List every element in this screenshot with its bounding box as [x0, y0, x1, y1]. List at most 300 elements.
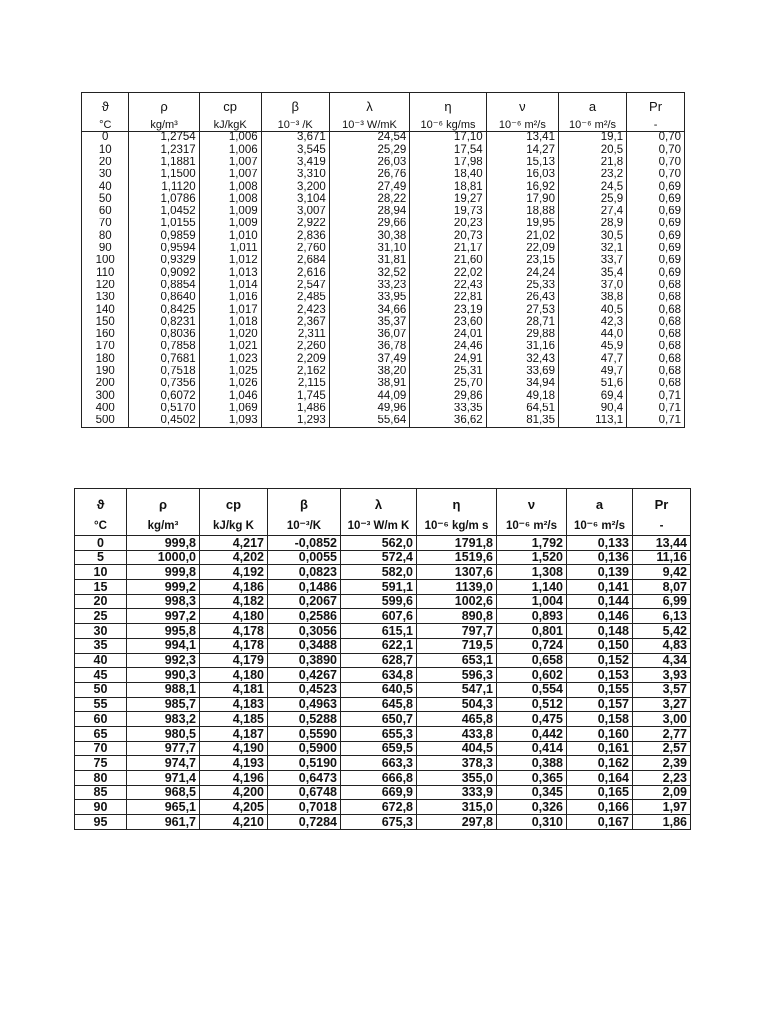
table-cell: 2,115 [261, 378, 329, 390]
table-cell: 113,1 [558, 415, 626, 428]
table-cell: 504,3 [417, 697, 497, 712]
table-cell: 995,8 [127, 624, 200, 639]
table-cell: 797,7 [417, 624, 497, 639]
table-cell: 37,0 [558, 280, 626, 292]
table-cell: 0,68 [627, 292, 685, 304]
table-cell: 0,3488 [268, 638, 341, 653]
table-cell: 628,7 [341, 653, 417, 668]
table-cell: 16,03 [486, 169, 558, 181]
header-temperature-unit: °C [75, 519, 127, 536]
table-cell: 1,010 [199, 230, 261, 242]
table-cell: 0,69 [627, 218, 685, 230]
table-cell: 25,29 [329, 144, 410, 156]
table-cell: 300 [82, 390, 129, 402]
table-cell: 999,8 [127, 536, 200, 551]
table-cell: 75 [75, 756, 127, 771]
table-cell: 4,83 [633, 638, 691, 653]
table-cell: 968,5 [127, 785, 200, 800]
table-cell: 21,02 [486, 230, 558, 242]
table-cell: 977,7 [127, 741, 200, 756]
table-cell: 2,485 [261, 292, 329, 304]
table-cell: 6,13 [633, 609, 691, 624]
table-cell: 170 [82, 341, 129, 353]
table-row [75, 800, 691, 815]
table-cell: 25,9 [558, 193, 626, 205]
table-cell: 0,7284 [268, 815, 341, 830]
table-cell: 0,157 [567, 697, 633, 712]
air-table-body [82, 132, 685, 428]
table-cell: 38,91 [329, 378, 410, 390]
table-cell: 4,200 [200, 785, 268, 800]
table-cell: 95 [75, 815, 127, 830]
table-cell: 634,8 [341, 668, 417, 683]
table-cell: 190 [82, 366, 129, 378]
table-cell: 2,684 [261, 255, 329, 267]
table-cell: 4,210 [200, 815, 268, 830]
table-cell: 64,51 [486, 403, 558, 415]
table-cell: 3,00 [633, 712, 691, 727]
table-cell: 4,182 [200, 594, 268, 609]
table-cell: 4,186 [200, 580, 268, 595]
table-cell: 465,8 [417, 712, 497, 727]
header-kinematic-viscosity-symbol: ν [497, 489, 567, 520]
table-cell: 0,68 [627, 304, 685, 316]
table-cell: 17,10 [410, 132, 486, 145]
table-cell: 0,69 [627, 206, 685, 218]
header-expansion-symbol: β [261, 93, 329, 120]
table-cell: 1,293 [261, 415, 329, 428]
table-cell: 400 [82, 403, 129, 415]
table-cell: 44,09 [329, 390, 410, 402]
table-cell: 1,486 [261, 403, 329, 415]
table-cell: 719,5 [417, 638, 497, 653]
header-kinematic-viscosity-symbol: ν [486, 93, 558, 120]
table-cell: 4,185 [200, 712, 268, 727]
table-cell: 985,7 [127, 697, 200, 712]
table-cell: 21,17 [410, 243, 486, 255]
table-cell: 1,745 [261, 390, 329, 402]
table-row [82, 193, 685, 205]
table-cell: 0,7018 [268, 800, 341, 815]
table-cell: 4,180 [200, 609, 268, 624]
table-cell: 2,423 [261, 304, 329, 316]
table-row [75, 771, 691, 786]
header-diffusivity-unit: 10⁻⁶ m²/s [567, 519, 633, 536]
table-cell: 0,8036 [129, 329, 199, 341]
table-cell: 998,3 [127, 594, 200, 609]
table-cell: 29,88 [486, 329, 558, 341]
table-cell: 1,006 [199, 132, 261, 145]
header-prandtl-unit: - [627, 119, 685, 132]
table-cell: 1,007 [199, 157, 261, 169]
table-cell: 0,70 [627, 169, 685, 181]
table-cell: 980,5 [127, 726, 200, 741]
table-cell: 2,162 [261, 366, 329, 378]
table-cell: 4,181 [200, 682, 268, 697]
table-cell: 0,152 [567, 653, 633, 668]
table-cell: 0,166 [567, 800, 633, 815]
table-row [82, 157, 685, 169]
table-cell: 0,9859 [129, 230, 199, 242]
table-cell: 10 [82, 144, 129, 156]
table-cell: 4,180 [200, 668, 268, 683]
table-cell: 24,01 [410, 329, 486, 341]
table-cell: 65 [75, 726, 127, 741]
table-cell: 0,2586 [268, 609, 341, 624]
table-cell: 961,7 [127, 815, 200, 830]
table-cell: 26,43 [486, 292, 558, 304]
table-row [75, 624, 691, 639]
table-cell: 2,311 [261, 329, 329, 341]
table-cell: 32,1 [558, 243, 626, 255]
header-expansion-unit: 10⁻³/K [268, 519, 341, 536]
table-cell: 29,66 [329, 218, 410, 230]
table-cell: 3,419 [261, 157, 329, 169]
table-cell: 29,86 [410, 390, 486, 402]
table-cell: 0,70 [627, 144, 685, 156]
table-cell: 80 [75, 771, 127, 786]
table-cell: 2,367 [261, 316, 329, 328]
table-cell: 15 [75, 580, 127, 595]
table-row [75, 594, 691, 609]
table-row [82, 280, 685, 292]
table-cell: 36,62 [410, 415, 486, 428]
table-cell: 0,6748 [268, 785, 341, 800]
table-cell: 0,7858 [129, 341, 199, 353]
table-cell: 51,6 [558, 378, 626, 390]
table-cell: 0,158 [567, 712, 633, 727]
table-cell: 0,7681 [129, 353, 199, 365]
header-symbol-row [75, 489, 691, 520]
table-row [75, 565, 691, 580]
table-cell: 0,4267 [268, 668, 341, 683]
table-cell: 0,1486 [268, 580, 341, 595]
table-cell: 0,9329 [129, 255, 199, 267]
table-row [75, 712, 691, 727]
table-cell: 992,3 [127, 653, 200, 668]
table-cell: 0,68 [627, 280, 685, 292]
table-cell: 47,7 [558, 353, 626, 365]
table-row [75, 741, 691, 756]
table-cell: 21,8 [558, 157, 626, 169]
table-cell: 650,7 [341, 712, 417, 727]
header-dynamic-viscosity-unit: 10⁻⁶ kg/ms [410, 119, 486, 132]
table-cell: 1,86 [633, 815, 691, 830]
table-cell: 4,179 [200, 653, 268, 668]
table-cell: 70 [75, 741, 127, 756]
header-diffusivity-symbol: a [567, 489, 633, 520]
table-cell: 997,2 [127, 609, 200, 624]
table-cell: 0,68 [627, 378, 685, 390]
table-cell: 85 [75, 785, 127, 800]
table-cell: 40 [82, 181, 129, 193]
table-cell: 35,4 [558, 267, 626, 279]
table-cell: 1,1881 [129, 157, 199, 169]
table-cell: 32,52 [329, 267, 410, 279]
header-symbol-row [82, 93, 685, 120]
table-cell: 1,069 [199, 403, 261, 415]
table-cell: 0,136 [567, 550, 633, 565]
table-cell: 0,893 [497, 609, 567, 624]
table-cell: 16,92 [486, 181, 558, 193]
table-cell: 0,133 [567, 536, 633, 551]
table-cell: 1791,8 [417, 536, 497, 551]
table-cell: 0,5190 [268, 756, 341, 771]
table-cell: 44,0 [558, 329, 626, 341]
table-cell: 0,4523 [268, 682, 341, 697]
table-cell: 42,3 [558, 316, 626, 328]
table-cell: 25,70 [410, 378, 486, 390]
table-cell: 2,39 [633, 756, 691, 771]
table-cell: 38,20 [329, 366, 410, 378]
table-cell: 1,009 [199, 206, 261, 218]
table-cell: 0,153 [567, 668, 633, 683]
table-cell: 994,1 [127, 638, 200, 653]
table-cell: 0,475 [497, 712, 567, 727]
table-cell: 0,68 [627, 353, 685, 365]
table-cell: 1,020 [199, 329, 261, 341]
table-cell: 34,66 [329, 304, 410, 316]
table-cell: 659,5 [341, 741, 417, 756]
header-prandtl-unit: - [633, 519, 691, 536]
table-cell: 572,4 [341, 550, 417, 565]
table-cell: 971,4 [127, 771, 200, 786]
table-cell: 0,0823 [268, 565, 341, 580]
table-cell: 0,602 [497, 668, 567, 683]
table-row [82, 316, 685, 328]
table-cell: 0,512 [497, 697, 567, 712]
table-cell: 80 [82, 230, 129, 242]
table-cell: 160 [82, 329, 129, 341]
table-cell: 0,161 [567, 741, 633, 756]
table-cell: 0,442 [497, 726, 567, 741]
table-cell: 35 [75, 638, 127, 653]
table-cell: 0,70 [627, 132, 685, 145]
table-cell: 22,43 [410, 280, 486, 292]
table-cell: 1,1120 [129, 181, 199, 193]
table-cell: 0,69 [627, 255, 685, 267]
table-cell: 0,3890 [268, 653, 341, 668]
table-cell: 3,671 [261, 132, 329, 145]
table-row [82, 230, 685, 242]
table-cell: 4,183 [200, 697, 268, 712]
table-cell: 1,046 [199, 390, 261, 402]
table-row [75, 815, 691, 830]
header-dynamic-viscosity-unit: 10⁻⁶ kg/m s [417, 519, 497, 536]
table-cell: 3,27 [633, 697, 691, 712]
table-cell: 0,71 [627, 403, 685, 415]
table-cell: 13,41 [486, 132, 558, 145]
table-row [82, 243, 685, 255]
table-cell: 2,57 [633, 741, 691, 756]
table-cell: 24,46 [410, 341, 486, 353]
table-cell: 40,5 [558, 304, 626, 316]
table-cell: 0 [75, 536, 127, 551]
table-row [82, 341, 685, 353]
table-cell: 974,7 [127, 756, 200, 771]
table-cell: 999,2 [127, 580, 200, 595]
table-row [82, 378, 685, 390]
table-row [75, 580, 691, 595]
table-cell: 0,9594 [129, 243, 199, 255]
table-cell: 200 [82, 378, 129, 390]
table-row [75, 697, 691, 712]
table-cell: 49,7 [558, 366, 626, 378]
table-cell: 30 [82, 169, 129, 181]
table-cell: 21,60 [410, 255, 486, 267]
table-cell: 28,71 [486, 316, 558, 328]
header-conductivity-unit: 10⁻³ W/mK [329, 119, 410, 132]
table-cell: 10 [75, 565, 127, 580]
table-cell: 6,99 [633, 594, 691, 609]
table-cell: 0,68 [627, 366, 685, 378]
table-cell: 0,6473 [268, 771, 341, 786]
header-prandtl-symbol: Pr [633, 489, 691, 520]
table-cell: 0,69 [627, 243, 685, 255]
table-cell: 2,09 [633, 785, 691, 800]
table-cell: 0,345 [497, 785, 567, 800]
table-cell: 355,0 [417, 771, 497, 786]
table-row [82, 255, 685, 267]
table-cell: 0,4502 [129, 415, 199, 428]
table-cell: 35,37 [329, 316, 410, 328]
table-cell: 1,011 [199, 243, 261, 255]
table-cell: 0,160 [567, 726, 633, 741]
table-cell: 1,1500 [129, 169, 199, 181]
header-heat-capacity-unit: kJ/kg K [200, 519, 268, 536]
table-cell: 1,2754 [129, 132, 199, 145]
table-cell: 36,07 [329, 329, 410, 341]
table-cell: 23,2 [558, 169, 626, 181]
header-dynamic-viscosity-symbol: η [410, 93, 486, 120]
table-cell: 11,16 [633, 550, 691, 565]
table-cell: 500 [82, 415, 129, 428]
table-cell: 0,658 [497, 653, 567, 668]
table-cell: 1,007 [199, 169, 261, 181]
table-cell: 30,38 [329, 230, 410, 242]
table-cell: 5 [75, 550, 127, 565]
table-cell: 0,68 [627, 316, 685, 328]
table-row [75, 785, 691, 800]
table-cell: 8,07 [633, 580, 691, 595]
table-cell: 1,308 [497, 565, 567, 580]
table-row [75, 668, 691, 683]
table-cell: 1519,6 [417, 550, 497, 565]
table-row [75, 756, 691, 771]
table-cell: 1,0786 [129, 193, 199, 205]
table-cell: 23,15 [486, 255, 558, 267]
table-cell: 19,1 [558, 132, 626, 145]
table-cell: 0,139 [567, 565, 633, 580]
water-properties-table [74, 488, 691, 830]
table-cell: 1,004 [497, 594, 567, 609]
header-heat-capacity-symbol: cp [199, 93, 261, 120]
table-cell: 26,76 [329, 169, 410, 181]
table-cell: 0,9092 [129, 267, 199, 279]
table-cell: 150 [82, 316, 129, 328]
header-heat-capacity-symbol: cp [200, 489, 268, 520]
table-cell: 0,167 [567, 815, 633, 830]
table-cell: 30,5 [558, 230, 626, 242]
table-cell: 0,144 [567, 594, 633, 609]
table-cell: 19,27 [410, 193, 486, 205]
table-cell: 4,190 [200, 741, 268, 756]
table-row [75, 609, 691, 624]
table-cell: 45 [75, 668, 127, 683]
header-prandtl-symbol: Pr [627, 93, 685, 120]
table-cell: 0,0055 [268, 550, 341, 565]
table-cell: 4,193 [200, 756, 268, 771]
table-cell: 1,023 [199, 353, 261, 365]
table-cell: 0,162 [567, 756, 633, 771]
table-cell: 599,6 [341, 594, 417, 609]
table-cell: 17,90 [486, 193, 558, 205]
header-dynamic-viscosity-symbol: η [417, 489, 497, 520]
table-cell: 3,93 [633, 668, 691, 683]
table-cell: 3,200 [261, 181, 329, 193]
table-row [82, 292, 685, 304]
table-cell: 1139,0 [417, 580, 497, 595]
table-cell: 5,42 [633, 624, 691, 639]
table-cell: 2,836 [261, 230, 329, 242]
table-cell: 562,0 [341, 536, 417, 551]
table-cell: 1,140 [497, 580, 567, 595]
table-cell: 22,02 [410, 267, 486, 279]
table-cell: 26,03 [329, 157, 410, 169]
table-cell: 582,0 [341, 565, 417, 580]
table-cell: 404,5 [417, 741, 497, 756]
table-row [82, 267, 685, 279]
table-cell: 34,94 [486, 378, 558, 390]
table-cell: 333,9 [417, 785, 497, 800]
table-cell: 297,8 [417, 815, 497, 830]
table-cell: 3,545 [261, 144, 329, 156]
table-cell: 669,9 [341, 785, 417, 800]
table-cell: 110 [82, 267, 129, 279]
table-cell: 4,178 [200, 638, 268, 653]
table-cell: 1,012 [199, 255, 261, 267]
table-cell: 0,554 [497, 682, 567, 697]
table-cell: 378,3 [417, 756, 497, 771]
table-cell: 2,547 [261, 280, 329, 292]
table-cell: 3,57 [633, 682, 691, 697]
table-cell: 33,23 [329, 280, 410, 292]
table-cell: 3,310 [261, 169, 329, 181]
table-cell: 1,093 [199, 415, 261, 428]
table-cell: 17,98 [410, 157, 486, 169]
table-row [82, 169, 685, 181]
header-unit-row [75, 519, 691, 536]
table-cell: 4,205 [200, 800, 268, 815]
table-cell: 19,73 [410, 206, 486, 218]
header-density-unit: kg/m³ [127, 519, 200, 536]
table-row [82, 304, 685, 316]
table-cell: 0 [82, 132, 129, 145]
header-expansion-symbol: β [268, 489, 341, 520]
table-cell: 15,13 [486, 157, 558, 169]
table-cell: 33,35 [410, 403, 486, 415]
table-cell: 25 [75, 609, 127, 624]
table-cell: 1,006 [199, 144, 261, 156]
table-cell: 27,4 [558, 206, 626, 218]
table-cell: 2,77 [633, 726, 691, 741]
table-cell: 645,8 [341, 697, 417, 712]
table-cell: 0,326 [497, 800, 567, 815]
table-cell: 0,5900 [268, 741, 341, 756]
table-cell: 622,1 [341, 638, 417, 653]
table-cell: 20,5 [558, 144, 626, 156]
table-row [82, 415, 685, 428]
